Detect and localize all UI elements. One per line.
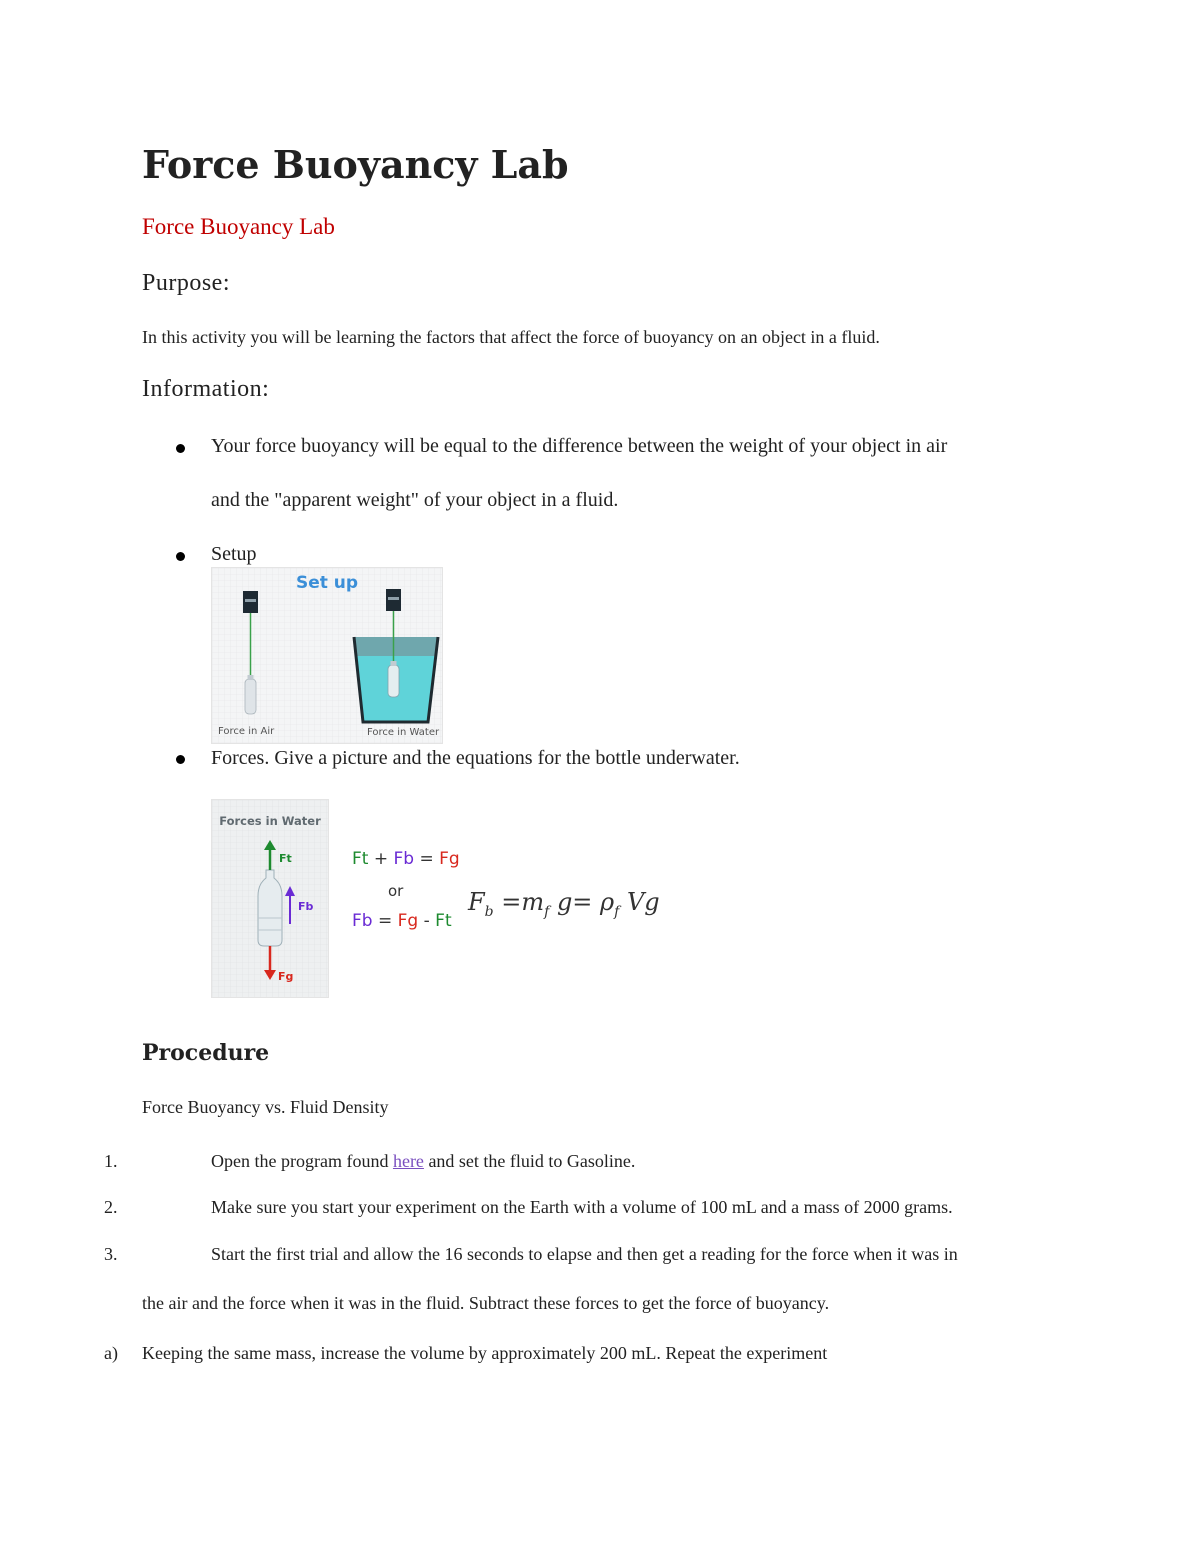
eq1-equals: = [414,849,440,869]
step-1-pre: Open the program found [211,1151,393,1171]
bullet-icon [176,755,185,764]
purpose-heading: Purpose: [142,270,230,296]
bottle-right [388,665,399,697]
setup-figure [211,567,443,744]
step-1-text [211,1151,635,1172]
program-link[interactable]: here [392,1151,424,1171]
equation-or: or [388,882,404,900]
info-bullet-1-line-2: and the "apparent weight" of your object in a fluid. [211,489,619,511]
bottle-left [245,679,256,714]
eq1-fg: Fg [439,849,460,869]
fg-label: Fg [278,970,294,983]
step-1-post: and set the fluid to Gasoline. [423,1151,636,1171]
information-heading: Information: [142,376,270,402]
document-subtitle: Force Buoyancy Lab [142,214,335,239]
document-title: Force Buoyancy Lab [142,142,569,187]
equation-line-1 [352,849,460,869]
label-force-in-water: Force in Water [367,727,440,738]
forces-figure-graphic [212,800,328,997]
step-1-number: 1. [104,1151,118,1171]
eq2-fb: Fb [352,911,373,931]
step-3-line-2: the air and the force when it was in the fluid. Subtract these forces to get the force of buoyancy. [142,1293,830,1313]
eq1-fb: Fb [393,849,415,869]
bullet-icon [176,444,185,453]
info-bullet-3: Forces. Give a picture and the equations for the bottle underwater. [211,747,740,769]
bullet-icon [176,552,185,561]
purpose-text: In this activity you will be learning the factors that affect the force of buoyancy on an object in a fluid. [142,327,880,347]
buoyancy-formula [468,888,660,920]
equation-line-2 [352,911,452,931]
eq1-ft: Ft [352,849,369,869]
setup-figure-graphic [212,568,442,743]
buoyancy-formula-display: $F_b =m_f$ $g= \rho_f$ Vg [468,888,660,920]
eq1-plus: + [368,849,394,869]
ft-label: Ft [279,852,292,865]
step-2-text: Make sure you start your experiment on the Earth with a volume of 100 mL and a mass of 2000 grams. [211,1197,953,1217]
procedure-heading: Procedure [142,1040,270,1066]
eq2-fg: Fg [397,911,419,931]
info-bullet-2: Setup [211,543,257,565]
info-bullet-1-line-1: Your force buoyancy will be equal to the difference between the weight of your object in air [211,435,948,457]
forces-figure-title: Forces in Water [219,814,321,828]
eq2-ft: Ft [435,911,452,931]
step-3-number: 3. [104,1244,118,1264]
sub-step-a-label: a) [104,1343,118,1363]
fb-label: Fb [298,900,314,913]
step-3-line-1: Start the first trial and allow the 16 seconds to elapse and then get a reading for the force when it was in [211,1244,958,1264]
step-2-number: 2. [104,1197,118,1217]
label-force-in-air: Force in Air [218,726,275,737]
setup-figure-title: Set up [295,573,359,593]
sub-step-a-text: Keeping the same mass, increase the volume by approximately 200 mL. Repeat the experiment [142,1343,828,1363]
eq2-equals: = [372,911,398,931]
procedure-subheading: Force Buoyancy vs. Fluid Density [142,1097,389,1117]
forces-figure [211,799,329,998]
eq2-minus: - [418,911,436,931]
